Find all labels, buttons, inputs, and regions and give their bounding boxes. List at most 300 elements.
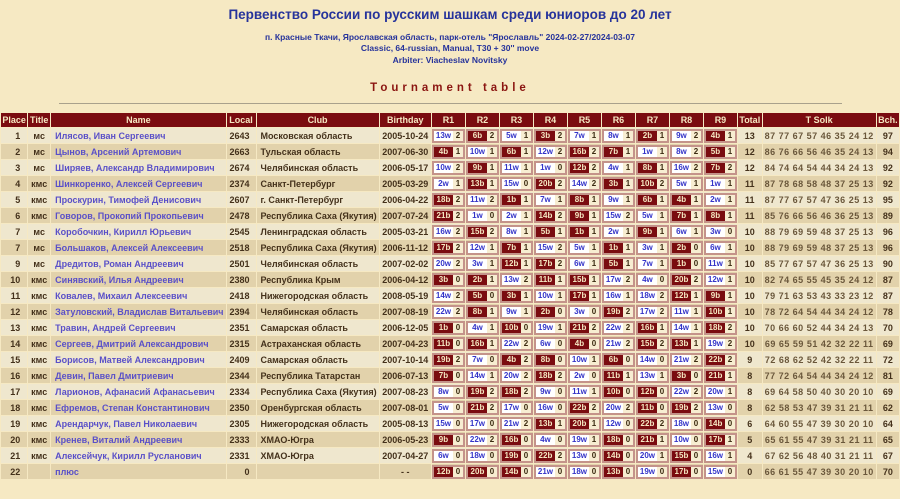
opponent-game-link[interactable]: 2w	[502, 211, 521, 221]
opponent-game-link[interactable]: 22b	[536, 451, 555, 461]
opponent-game-link[interactable]: 3w	[570, 307, 589, 317]
opponent-game-link[interactable]: 16w	[707, 450, 724, 460]
round-4-cell	[534, 272, 567, 287]
opponent-game-link[interactable]: 12w	[605, 418, 622, 428]
opponent-game-link[interactable]: 1w	[638, 147, 657, 157]
opponent-game-link[interactable]: 13b	[672, 339, 691, 349]
opponent-game-link[interactable]: 13w	[639, 370, 656, 380]
opponent-game-link[interactable]: 22w	[673, 386, 690, 396]
player-link[interactable]: Девин, Павел Дмитриевич	[55, 370, 174, 381]
player-link[interactable]: Борисов, Матвей Александрович	[55, 354, 205, 365]
opponent-game-link[interactable]: 18b	[604, 435, 623, 445]
opponent-game-link[interactable]: 9b	[706, 291, 725, 301]
opponent-game-link[interactable]: 19b	[604, 307, 623, 317]
opponent-game-link[interactable]: 9b	[434, 435, 453, 445]
opponent-game-link[interactable]: 1w	[468, 211, 487, 221]
game-score: 1	[557, 290, 563, 300]
round-result	[534, 401, 567, 415]
opponent-game-link[interactable]: 4b	[706, 131, 725, 141]
opponent-game-link[interactable]: 2w	[570, 371, 589, 381]
game-score: 1	[625, 178, 631, 188]
opponent-game-link[interactable]: 14b	[536, 211, 555, 221]
opponent-game-link[interactable]: 22b	[570, 403, 589, 413]
opponent-game-link[interactable]: 6b	[468, 131, 487, 141]
player-link[interactable]: Ларионов, Афанасий Афанасьевич	[55, 386, 215, 397]
round-5-cell	[568, 304, 601, 319]
opponent-game-link[interactable]: 21w	[673, 354, 690, 364]
col-header-round-3: R3	[500, 113, 533, 127]
opponent-game-link[interactable]: 12w	[537, 146, 554, 156]
opponent-game-link[interactable]: 17w	[503, 402, 520, 412]
opponent-game-link[interactable]: 8w	[434, 387, 453, 397]
place-cell: 16	[1, 368, 27, 383]
player-link[interactable]: Сергеев, Дмитрий Александрович	[55, 338, 209, 349]
opponent-game-link[interactable]: 9w	[536, 387, 555, 397]
round-result	[432, 465, 465, 479]
opponent-game-link[interactable]: 14b	[706, 419, 725, 429]
opponent-game-link[interactable]: 18w	[673, 418, 690, 428]
opponent-game-link[interactable]: 5w	[434, 403, 453, 413]
opponent-game-link[interactable]: 15b	[468, 227, 487, 237]
player-link[interactable]: Коробочкин, Кирилл Юрьевич	[55, 226, 192, 237]
opponent-game-link[interactable]: 1w	[706, 179, 725, 189]
opponent-game-link[interactable]: 7b	[672, 211, 691, 221]
opponent-game-link[interactable]: 10w	[571, 354, 588, 364]
opponent-game-link[interactable]: 8w	[672, 147, 691, 157]
opponent-game-link[interactable]: 20b	[570, 419, 589, 429]
opponent-game-link[interactable]: 2w	[434, 179, 453, 189]
player-link[interactable]: Цынов, Арсений Артемович	[55, 146, 182, 157]
round-result	[466, 241, 499, 255]
opponent-game-link[interactable]: 3b	[604, 179, 623, 189]
tournament-table	[0, 112, 900, 480]
opponent-game-link[interactable]: 6w	[706, 243, 725, 253]
opponent-game-link[interactable]: 7w	[570, 131, 589, 141]
opponent-game-link[interactable]: 19b	[434, 355, 453, 365]
opponent-game-link[interactable]: 15b	[638, 339, 657, 349]
game-score: 0	[659, 274, 665, 284]
opponent-game-link[interactable]: 4b	[570, 339, 589, 349]
opponent-game-link[interactable]: 2b	[672, 243, 691, 253]
opponent-game-link[interactable]: 8w	[502, 227, 521, 237]
opponent-game-link[interactable]: 19w	[707, 338, 724, 348]
opponent-game-link[interactable]: 6b	[604, 355, 623, 365]
opponent-game-link[interactable]: 1b	[570, 227, 589, 237]
game-score: 0	[455, 386, 461, 396]
col-header-round-6: R6	[602, 113, 635, 127]
round-result	[704, 417, 737, 431]
opponent-game-link[interactable]: 4b	[502, 355, 521, 365]
opponent-game-link[interactable]: 12b	[638, 387, 657, 397]
opponent-game-link[interactable]: 19w	[639, 466, 656, 476]
round-result	[568, 273, 601, 287]
opponent-game-link[interactable]: 7b	[706, 163, 725, 173]
opponent-game-link[interactable]: 21b	[706, 371, 725, 381]
round-7-cell	[636, 352, 669, 367]
opponent-game-link[interactable]: 16w	[605, 290, 622, 300]
opponent-game-link[interactable]: 18b	[706, 323, 725, 333]
opponent-game-link[interactable]: 14w	[435, 290, 452, 300]
opponent-game-link[interactable]: 3b	[502, 291, 521, 301]
game-score: 2	[591, 402, 597, 412]
game-score: 0	[557, 162, 563, 172]
table-row	[1, 208, 899, 223]
opponent-game-link[interactable]: 16w	[435, 226, 452, 236]
opponent-game-link[interactable]: 15w	[503, 178, 520, 188]
game-score: 2	[659, 306, 665, 316]
round-6-cell	[602, 304, 635, 319]
opponent-game-link[interactable]: 16w	[673, 162, 690, 172]
opponent-game-link[interactable]: 15b	[570, 275, 589, 285]
opponent-game-link[interactable]: 21b	[434, 211, 453, 221]
bch-cell: 64	[877, 416, 899, 431]
opponent-game-link[interactable]: 8b	[706, 211, 725, 221]
opponent-game-link[interactable]: 12w	[469, 242, 486, 252]
opponent-game-link[interactable]: 13w	[435, 130, 452, 140]
opponent-game-link[interactable]: 3b	[536, 131, 555, 141]
opponent-game-link[interactable]: 7b	[434, 371, 453, 381]
opponent-game-link[interactable]: 16b	[570, 147, 589, 157]
opponent-game-link[interactable]: 10b	[638, 179, 657, 189]
opponent-game-link[interactable]: 20w	[639, 450, 656, 460]
opponent-game-link[interactable]: 7w	[638, 259, 657, 269]
opponent-game-link[interactable]: 20b	[468, 467, 487, 477]
local-rating-cell: 2518	[227, 240, 256, 255]
opponent-game-link[interactable]: 14w	[673, 322, 690, 332]
opponent-game-link[interactable]: 20w	[707, 386, 724, 396]
round-6-cell	[602, 176, 635, 191]
round-result	[602, 145, 635, 159]
player-link[interactable]: Ширяев, Александр Владимирович	[55, 162, 215, 173]
opponent-game-link[interactable]: 4w	[638, 275, 657, 285]
opponent-game-link[interactable]: 12b	[502, 259, 521, 269]
round-result	[534, 337, 567, 351]
game-score: 0	[693, 434, 699, 444]
game-score: 2	[523, 386, 529, 396]
opponent-game-link[interactable]: 17w	[469, 418, 486, 428]
opponent-game-link[interactable]: 15w	[435, 418, 452, 428]
opponent-game-link[interactable]: 6b	[638, 195, 657, 205]
opponent-game-link[interactable]: 10b	[502, 323, 521, 333]
opponent-game-link[interactable]: 21w	[503, 418, 520, 428]
player-link[interactable]: Алексейчук, Кирилл Русланович	[55, 450, 202, 461]
opponent-game-link[interactable]: 5w	[672, 179, 691, 189]
opponent-game-link[interactable]: 20w	[435, 258, 452, 268]
player-link[interactable]: Дредитов, Роман Андреевич	[55, 258, 184, 269]
opponent-game-link[interactable]: 21b	[638, 435, 657, 445]
opponent-game-link[interactable]: 10w	[537, 290, 554, 300]
place-cell: 6	[1, 208, 27, 223]
opponent-game-link[interactable]: 1b	[502, 195, 521, 205]
opponent-game-link[interactable]: 21w	[537, 466, 554, 476]
round-3-cell	[500, 320, 533, 335]
col-header-round-2: R2	[466, 113, 499, 127]
opponent-game-link[interactable]: 19b	[672, 403, 691, 413]
opponent-game-link[interactable]: 2b	[638, 131, 657, 141]
opponent-game-link[interactable]: 4w	[604, 163, 623, 173]
opponent-game-link[interactable]: 15w	[537, 242, 554, 252]
club-cell: Челябинская область	[257, 160, 379, 175]
game-score: 0	[659, 466, 665, 476]
round-result	[704, 145, 737, 159]
opponent-game-link[interactable]: 21w	[605, 338, 622, 348]
opponent-game-link[interactable]: 7b	[604, 147, 623, 157]
bch-cell: 69	[877, 336, 899, 351]
opponent-game-link[interactable]: 1w	[536, 163, 555, 173]
opponent-game-link[interactable]: 22w	[605, 322, 622, 332]
opponent-game-link[interactable]: 19w	[537, 322, 554, 332]
opponent-game-link[interactable]: 3w	[706, 227, 725, 237]
player-link[interactable]: Травин, Андрей Сергеевич	[55, 322, 176, 333]
game-score: 1	[523, 290, 529, 300]
opponent-game-link[interactable]: 22w	[469, 434, 486, 444]
opponent-game-link[interactable]: 11b	[638, 403, 657, 413]
opponent-game-link[interactable]: 5b	[536, 227, 555, 237]
opponent-game-link[interactable]: 17b	[434, 243, 453, 253]
opponent-game-link[interactable]: 8b	[638, 163, 657, 173]
game-score: 1	[727, 274, 733, 284]
opponent-game-link[interactable]: 9b	[638, 227, 657, 237]
opponent-game-link[interactable]: 20w	[503, 370, 520, 380]
opponent-game-link[interactable]: 2b	[468, 275, 487, 285]
opponent-game-link[interactable]: 18w	[639, 290, 656, 300]
opponent-game-link[interactable]: 6b	[502, 147, 521, 157]
game-score: 1	[659, 434, 665, 444]
opponent-game-link[interactable]: 18b	[536, 371, 555, 381]
opponent-game-link[interactable]: 9b	[468, 163, 487, 173]
opponent-game-link[interactable]: 3b	[434, 275, 453, 285]
opponent-game-link[interactable]: 14w	[639, 354, 656, 364]
opponent-game-link[interactable]: 6w	[536, 339, 555, 349]
opponent-game-link[interactable]: 13w	[707, 402, 724, 412]
name-cell	[51, 128, 225, 143]
opponent-game-link[interactable]: 16b	[468, 339, 487, 349]
opponent-game-link[interactable]: 11b	[604, 371, 623, 381]
round-7-cell	[636, 368, 669, 383]
opponent-game-link[interactable]: 2w	[706, 195, 725, 205]
opponent-game-link[interactable]: 16b	[502, 435, 521, 445]
opponent-game-link[interactable]: 10b	[706, 307, 725, 317]
birthday-cell: 2007-07-24	[380, 208, 431, 223]
round-result	[602, 337, 635, 351]
round-1-cell	[432, 240, 465, 255]
round-1-cell	[432, 224, 465, 239]
opponent-game-link[interactable]: 21b	[570, 323, 589, 333]
opponent-game-link[interactable]: 18b	[434, 195, 453, 205]
opponent-game-link[interactable]: 22w	[435, 306, 452, 316]
round-result	[602, 417, 635, 431]
opponent-game-link[interactable]: 18b	[502, 387, 521, 397]
opponent-game-link[interactable]: 22b	[706, 355, 725, 365]
opponent-game-link[interactable]: 11w	[468, 195, 487, 205]
opponent-game-link[interactable]: 17b	[536, 259, 555, 269]
opponent-game-link[interactable]: 8b	[570, 195, 589, 205]
opponent-game-link[interactable]: 20b	[672, 275, 691, 285]
opponent-game-link[interactable]: 1b	[434, 323, 453, 333]
opponent-game-link[interactable]: 13w	[503, 274, 520, 284]
opponent-game-link[interactable]: 9b	[570, 211, 589, 221]
player-link[interactable]: Арендарчук, Павел Николаевич	[55, 418, 198, 429]
round-result	[704, 193, 737, 207]
opponent-game-link[interactable]: 20b	[536, 179, 555, 189]
player-link[interactable]: Синявский, Илья Андреевич	[55, 274, 184, 285]
opponent-game-link[interactable]: 15b	[672, 451, 691, 461]
opponent-game-link[interactable]: 17b	[706, 435, 725, 445]
opponent-game-link[interactable]: 12w	[707, 274, 724, 284]
opponent-game-link[interactable]: 5b	[468, 291, 487, 301]
opponent-game-link[interactable]: 2b	[536, 307, 555, 317]
opponent-game-link[interactable]: 12b	[570, 163, 589, 173]
round-3-cell	[500, 224, 533, 239]
opponent-game-link[interactable]: 3b	[672, 371, 691, 381]
game-score: 2	[625, 322, 631, 332]
opponent-game-link[interactable]: 20w	[605, 402, 622, 412]
opponent-game-link[interactable]: 11w	[706, 259, 725, 269]
opponent-game-link[interactable]: 9w	[672, 131, 691, 141]
player-link[interactable]: Кренев, Виталий Андреевич	[55, 434, 183, 445]
opponent-game-link[interactable]: 21b	[468, 403, 487, 413]
opponent-game-link[interactable]: 4w	[468, 323, 487, 333]
birthday-cell: 2005-10-24	[380, 128, 431, 143]
opponent-game-link[interactable]: 13b	[604, 467, 623, 477]
opponent-game-link[interactable]: 14b	[604, 451, 623, 461]
round-9-cell	[704, 272, 737, 287]
round-result	[636, 129, 669, 143]
opponent-game-link[interactable]: 18w	[469, 450, 486, 460]
opponent-game-link[interactable]: 19w	[571, 434, 588, 444]
game-score: 0	[625, 434, 631, 444]
player-link[interactable]: Шинкоренко, Алексей Сергеевич	[55, 178, 203, 189]
opponent-game-link[interactable]: 11w	[570, 387, 589, 397]
game-score: 0	[727, 402, 733, 412]
opponent-game-link[interactable]: 8b	[468, 307, 487, 317]
player-link[interactable]: плюс	[55, 466, 79, 477]
opponent-game-link[interactable]: 5w	[638, 211, 657, 221]
opponent-game-link[interactable]: 3w	[638, 243, 657, 253]
player-link[interactable]: Затуловский, Владислав Витальевич	[55, 306, 224, 317]
opponent-game-link[interactable]: 6w	[434, 451, 453, 461]
club-cell: Самарская область	[257, 320, 379, 335]
opponent-game-link[interactable]: 5b	[604, 259, 623, 269]
opponent-game-link[interactable]: 12b	[672, 291, 691, 301]
round-8-cell	[670, 192, 703, 207]
round-2-cell	[466, 144, 499, 159]
round-7-cell	[636, 160, 669, 175]
player-link[interactable]: Большаков, Алексей Алексеевич	[55, 242, 204, 253]
round-9-cell	[704, 288, 737, 303]
opponent-game-link[interactable]: 5w	[570, 243, 589, 253]
player-link[interactable]: Илясов, Иван Сергеевич	[55, 130, 166, 141]
opponent-game-link[interactable]: 10w	[469, 146, 486, 156]
opponent-game-link[interactable]: 10b	[604, 387, 623, 397]
opponent-game-link[interactable]: 13w	[571, 450, 588, 460]
round-3-cell	[500, 464, 533, 479]
round-result	[704, 129, 737, 143]
table-row	[1, 240, 899, 255]
opponent-game-link[interactable]: 10w	[673, 434, 690, 444]
game-score: 1	[591, 226, 597, 236]
round-7-cell	[636, 240, 669, 255]
opponent-game-link[interactable]: 18w	[571, 466, 588, 476]
game-score: 1	[727, 178, 733, 188]
game-score: 0	[489, 354, 495, 364]
opponent-game-link[interactable]: 8w	[604, 131, 623, 141]
round-result	[568, 433, 601, 447]
round-6-cell	[602, 240, 635, 255]
opponent-game-link[interactable]: 5b	[706, 147, 725, 157]
opponent-game-link[interactable]: 22b	[638, 419, 657, 429]
opponent-game-link[interactable]: 14w	[571, 178, 588, 188]
opponent-game-link[interactable]: 8b	[536, 355, 555, 365]
game-score: 0	[489, 210, 495, 220]
opponent-game-link[interactable]: 6w	[672, 227, 691, 237]
player-link[interactable]: Ковалев, Михаил Алексеевич	[55, 290, 188, 301]
round-1-cell	[432, 272, 465, 287]
opponent-game-link[interactable]: 14b	[502, 467, 521, 477]
opponent-game-link[interactable]: 17b	[570, 291, 589, 301]
opponent-game-link[interactable]: 19b	[468, 387, 487, 397]
opponent-game-link[interactable]: 1b	[604, 243, 623, 253]
birthday-cell: 2007-04-23	[380, 336, 431, 351]
table-row	[1, 320, 899, 335]
opponent-game-link[interactable]: 1b	[672, 259, 691, 269]
opponent-game-link[interactable]: 14w	[469, 370, 486, 380]
opponent-game-link[interactable]: 3w	[468, 259, 487, 269]
opponent-game-link[interactable]: 17b	[672, 467, 691, 477]
opponent-game-link[interactable]: 15w	[707, 466, 724, 476]
player-link[interactable]: Ефремов, Степан Константинович	[55, 402, 210, 413]
opponent-game-link[interactable]: 6w	[570, 259, 589, 269]
round-2-cell	[466, 128, 499, 143]
opponent-game-link[interactable]: 9w	[502, 307, 521, 317]
club-cell: Республика Саха (Якутия)	[257, 384, 379, 399]
opponent-game-link[interactable]: 11w	[672, 307, 691, 317]
table-body	[1, 128, 899, 479]
player-link[interactable]: Говоров, Прокопий Прокопьевич	[55, 210, 204, 221]
opponent-game-link[interactable]: 13b	[468, 179, 487, 189]
opponent-game-link[interactable]: 16w	[537, 402, 554, 412]
opponent-game-link[interactable]: 12b	[434, 467, 453, 477]
opponent-game-link[interactable]: 19b	[502, 451, 521, 461]
opponent-game-link[interactable]: 7w	[536, 195, 555, 205]
col-header-round-9: R9	[704, 113, 737, 127]
opponent-game-link[interactable]: 4w	[536, 435, 555, 445]
opponent-game-link[interactable]: 4b	[672, 195, 691, 205]
opponent-game-link[interactable]: 13b	[536, 419, 555, 429]
opponent-game-link[interactable]: 9w	[604, 195, 623, 205]
opponent-game-link[interactable]: 22w	[503, 338, 520, 348]
divider	[59, 103, 842, 104]
opponent-game-link[interactable]: 11b	[536, 275, 555, 285]
game-score: 2	[659, 418, 665, 428]
opponent-game-link[interactable]: 10w	[435, 162, 452, 172]
opponent-game-link[interactable]: 7w	[468, 355, 487, 365]
player-link[interactable]: Проскурин, Тимофей Денисович	[55, 194, 202, 205]
opponent-game-link[interactable]: 16b	[638, 323, 657, 333]
opponent-game-link[interactable]: 17w	[639, 306, 656, 316]
opponent-game-link[interactable]: 11w	[502, 163, 521, 173]
opponent-game-link[interactable]: 5w	[502, 131, 521, 141]
opponent-game-link[interactable]: 11b	[434, 339, 453, 349]
col-header-round-8: R8	[670, 113, 703, 127]
opponent-game-link[interactable]: 15w	[605, 210, 622, 220]
round-1-cell	[432, 416, 465, 431]
opponent-game-link[interactable]: 7b	[502, 243, 521, 253]
game-score: 1	[625, 226, 631, 236]
opponent-game-link[interactable]: 2w	[604, 227, 623, 237]
opponent-game-link[interactable]: 4b	[434, 147, 453, 157]
opponent-game-link[interactable]: 17w	[605, 274, 622, 284]
